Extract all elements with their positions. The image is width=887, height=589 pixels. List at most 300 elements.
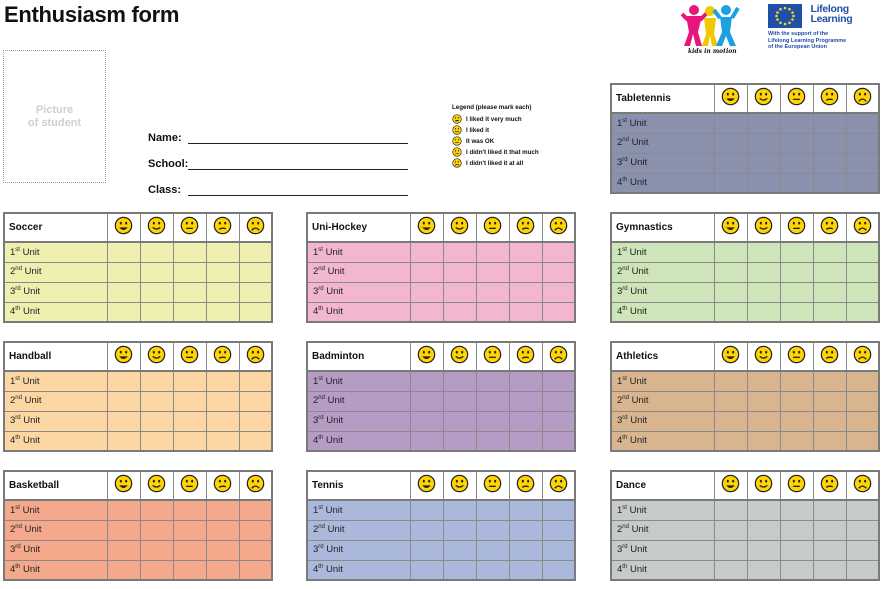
rating-cell[interactable] bbox=[206, 262, 239, 282]
rating-cell[interactable] bbox=[140, 520, 173, 540]
unit-word: Unit bbox=[628, 266, 649, 278]
unhappy-face-icon bbox=[213, 216, 232, 240]
rating-cell[interactable] bbox=[846, 133, 879, 153]
rating-cell[interactable] bbox=[714, 520, 747, 540]
rating-cell[interactable] bbox=[140, 242, 173, 262]
unit-ordinal-suffix: st bbox=[318, 246, 323, 253]
rating-cell[interactable] bbox=[239, 540, 272, 560]
rating-cell[interactable] bbox=[107, 431, 140, 451]
neutral-face-icon bbox=[787, 474, 806, 498]
rating-cell[interactable] bbox=[780, 282, 813, 302]
rating-cell[interactable] bbox=[780, 133, 813, 153]
rating-cell[interactable] bbox=[173, 262, 206, 282]
unit-number: 2 bbox=[617, 524, 623, 536]
rating-cell[interactable] bbox=[206, 411, 239, 431]
rating-cell[interactable] bbox=[239, 500, 272, 520]
rating-cell[interactable] bbox=[780, 153, 813, 173]
rating-cell[interactable] bbox=[239, 242, 272, 262]
name-field[interactable] bbox=[188, 129, 408, 144]
rating-cell[interactable] bbox=[846, 391, 879, 411]
rating-cell[interactable] bbox=[714, 282, 747, 302]
sport-table-tabletennis bbox=[610, 83, 880, 194]
unit-label bbox=[307, 302, 410, 322]
rating-cell[interactable] bbox=[846, 411, 879, 431]
rating-cell[interactable] bbox=[239, 520, 272, 540]
rating-cell[interactable] bbox=[140, 391, 173, 411]
rating-cell[interactable] bbox=[714, 262, 747, 282]
rating-cell[interactable] bbox=[206, 500, 239, 520]
table-row bbox=[307, 411, 575, 431]
unhappy-face-icon bbox=[516, 216, 535, 240]
rating-cell[interactable] bbox=[443, 560, 476, 580]
rating-cell[interactable] bbox=[410, 540, 443, 560]
unit-number: 2 bbox=[313, 395, 319, 407]
rating-cell[interactable] bbox=[813, 500, 846, 520]
rating-cell[interactable] bbox=[443, 431, 476, 451]
rating-cell[interactable] bbox=[410, 262, 443, 282]
legend-item bbox=[452, 136, 539, 147]
rating-cell[interactable] bbox=[846, 431, 879, 451]
rating-cell[interactable] bbox=[846, 560, 879, 580]
legend-item-label: I liked it bbox=[466, 127, 490, 134]
table-row bbox=[611, 153, 879, 173]
student-photo-placeholder[interactable] bbox=[3, 50, 106, 183]
rating-cell[interactable] bbox=[542, 540, 575, 560]
rating-cell[interactable] bbox=[813, 540, 846, 560]
unit-ordinal-suffix: rd bbox=[622, 286, 628, 293]
rating-cell[interactable] bbox=[443, 391, 476, 411]
rating-cell[interactable] bbox=[813, 520, 846, 540]
rating-cell[interactable] bbox=[443, 242, 476, 262]
rating-cell[interactable] bbox=[714, 391, 747, 411]
table-row bbox=[307, 560, 575, 580]
rating-cell[interactable] bbox=[410, 282, 443, 302]
rating-cell[interactable] bbox=[813, 242, 846, 262]
rating-cell[interactable] bbox=[476, 411, 509, 431]
lifelong-word: Lifelong bbox=[810, 3, 849, 15]
unit-ordinal-suffix: st bbox=[318, 504, 323, 511]
rating-cell[interactable] bbox=[239, 371, 272, 391]
rating-column-header bbox=[542, 213, 575, 242]
rating-column-header bbox=[542, 471, 575, 500]
rating-cell[interactable] bbox=[443, 282, 476, 302]
neutral-face-icon bbox=[483, 474, 502, 498]
very-happy-face-icon bbox=[417, 216, 436, 240]
rating-cell[interactable] bbox=[206, 242, 239, 262]
rating-cell[interactable] bbox=[747, 302, 780, 322]
rating-cell[interactable] bbox=[107, 500, 140, 520]
rating-cell[interactable] bbox=[107, 302, 140, 322]
rating-cell[interactable] bbox=[542, 282, 575, 302]
rating-cell[interactable] bbox=[747, 520, 780, 540]
very-happy-face-icon bbox=[721, 216, 740, 240]
rating-cell[interactable] bbox=[813, 411, 846, 431]
rating-cell[interactable] bbox=[443, 540, 476, 560]
rating-cell[interactable] bbox=[542, 371, 575, 391]
unit-ordinal-suffix: nd bbox=[15, 524, 22, 531]
rating-cell[interactable] bbox=[206, 391, 239, 411]
rating-cell[interactable] bbox=[780, 520, 813, 540]
unit-ordinal-suffix: th bbox=[622, 564, 628, 571]
rating-cell[interactable] bbox=[714, 540, 747, 560]
rating-column-header bbox=[714, 471, 747, 500]
rating-column-header bbox=[846, 471, 879, 500]
unit-number: 4 bbox=[313, 564, 319, 576]
rating-cell[interactable] bbox=[542, 560, 575, 580]
rating-cell[interactable] bbox=[747, 371, 780, 391]
rating-cell[interactable] bbox=[780, 302, 813, 322]
rating-cell[interactable] bbox=[509, 242, 542, 262]
rating-cell[interactable] bbox=[509, 411, 542, 431]
rating-cell[interactable] bbox=[443, 262, 476, 282]
rating-cell[interactable] bbox=[476, 242, 509, 262]
rating-cell[interactable] bbox=[542, 411, 575, 431]
rating-cell[interactable] bbox=[846, 282, 879, 302]
rating-cell[interactable] bbox=[780, 391, 813, 411]
rating-cell[interactable] bbox=[714, 302, 747, 322]
rating-cell[interactable] bbox=[476, 540, 509, 560]
rating-cell[interactable] bbox=[173, 411, 206, 431]
rating-cell[interactable] bbox=[780, 242, 813, 262]
rating-cell[interactable] bbox=[206, 282, 239, 302]
unit-label bbox=[307, 520, 410, 540]
rating-cell[interactable] bbox=[714, 113, 747, 133]
rating-cell[interactable] bbox=[846, 302, 879, 322]
rating-cell[interactable] bbox=[780, 411, 813, 431]
rating-cell[interactable] bbox=[206, 540, 239, 560]
rating-cell[interactable] bbox=[542, 242, 575, 262]
rating-cell[interactable] bbox=[509, 302, 542, 322]
rating-cell[interactable] bbox=[780, 431, 813, 451]
rating-column-header bbox=[747, 213, 780, 242]
rating-cell[interactable] bbox=[747, 431, 780, 451]
rating-cell[interactable] bbox=[813, 133, 846, 153]
rating-cell[interactable] bbox=[813, 391, 846, 411]
rating-cell[interactable] bbox=[846, 173, 879, 193]
rating-cell[interactable] bbox=[410, 391, 443, 411]
rating-cell[interactable] bbox=[813, 113, 846, 133]
unit-word: Unit bbox=[628, 524, 649, 536]
rating-cell[interactable] bbox=[173, 371, 206, 391]
rating-cell[interactable] bbox=[747, 282, 780, 302]
rating-cell[interactable] bbox=[542, 431, 575, 451]
rating-cell[interactable] bbox=[846, 242, 879, 262]
rating-cell[interactable] bbox=[542, 500, 575, 520]
class-label: Class: bbox=[148, 184, 182, 196]
unit-word: Unit bbox=[20, 306, 40, 318]
photo-placeholder-line: of student bbox=[27, 116, 82, 129]
sad-face-icon bbox=[549, 474, 568, 498]
unit-word: Unit bbox=[627, 286, 648, 298]
rating-cell[interactable] bbox=[780, 113, 813, 133]
happy-face-icon bbox=[754, 474, 773, 498]
rating-cell[interactable] bbox=[173, 540, 206, 560]
rating-cell[interactable] bbox=[747, 242, 780, 262]
rating-cell[interactable] bbox=[780, 540, 813, 560]
rating-cell[interactable] bbox=[714, 500, 747, 520]
rating-cell[interactable] bbox=[542, 520, 575, 540]
rating-cell[interactable] bbox=[542, 302, 575, 322]
table-row bbox=[611, 391, 879, 411]
rating-cell[interactable] bbox=[410, 500, 443, 520]
rating-cell[interactable] bbox=[813, 282, 846, 302]
unit-label bbox=[611, 391, 714, 411]
rating-cell[interactable] bbox=[206, 520, 239, 540]
sport-name: Dance bbox=[611, 471, 714, 500]
rating-cell[interactable] bbox=[813, 262, 846, 282]
rating-cell[interactable] bbox=[714, 371, 747, 391]
legend-item-label: I didn't liked it that much bbox=[466, 149, 539, 156]
rating-cell[interactable] bbox=[813, 302, 846, 322]
support-line: With the support of the bbox=[768, 31, 829, 37]
unit-word: Unit bbox=[626, 246, 647, 258]
rating-cell[interactable] bbox=[476, 371, 509, 391]
rating-cell[interactable] bbox=[747, 113, 780, 133]
rating-column-header bbox=[140, 342, 173, 371]
rating-cell[interactable] bbox=[239, 560, 272, 580]
rating-cell[interactable] bbox=[780, 560, 813, 580]
rating-cell[interactable] bbox=[714, 560, 747, 580]
sport-name: Tennis bbox=[307, 471, 410, 500]
sport-table-handball bbox=[3, 341, 273, 452]
rating-cell[interactable] bbox=[714, 173, 747, 193]
kids-in-motion-logo bbox=[680, 2, 750, 58]
unit-word: Unit bbox=[626, 375, 647, 387]
rating-cell[interactable] bbox=[140, 540, 173, 560]
rating-cell[interactable] bbox=[714, 133, 747, 153]
unit-word: Unit bbox=[20, 415, 41, 427]
rating-cell[interactable] bbox=[476, 282, 509, 302]
rating-cell[interactable] bbox=[846, 371, 879, 391]
rating-column-header bbox=[239, 342, 272, 371]
unit-word: Unit bbox=[20, 564, 40, 576]
rating-cell[interactable] bbox=[140, 282, 173, 302]
rating-cell[interactable] bbox=[107, 540, 140, 560]
rating-column-header bbox=[747, 84, 780, 113]
rating-cell[interactable] bbox=[140, 500, 173, 520]
school-field[interactable] bbox=[188, 155, 408, 170]
unit-number: 1 bbox=[10, 504, 16, 516]
neutral-face-icon bbox=[787, 87, 806, 111]
unit-word: Unit bbox=[628, 395, 649, 407]
rating-cell[interactable] bbox=[239, 391, 272, 411]
support-line: Lifelong Learning Programme bbox=[768, 37, 847, 44]
rating-column-header bbox=[846, 84, 879, 113]
rating-cell[interactable] bbox=[476, 302, 509, 322]
unit-number: 3 bbox=[10, 286, 16, 298]
unit-label bbox=[307, 371, 410, 391]
rating-cell[interactable] bbox=[173, 431, 206, 451]
rating-cell[interactable] bbox=[542, 262, 575, 282]
rating-cell[interactable] bbox=[780, 371, 813, 391]
rating-cell[interactable] bbox=[173, 500, 206, 520]
rating-cell[interactable] bbox=[173, 560, 206, 580]
rating-cell[interactable] bbox=[239, 431, 272, 451]
page-title: Enthusiasm form bbox=[4, 2, 180, 27]
rating-cell[interactable] bbox=[410, 560, 443, 580]
rating-cell[interactable] bbox=[239, 262, 272, 282]
rating-cell[interactable] bbox=[443, 520, 476, 540]
rating-cell[interactable] bbox=[443, 500, 476, 520]
rating-column-header bbox=[476, 471, 509, 500]
rating-cell[interactable] bbox=[747, 540, 780, 560]
rating-cell[interactable] bbox=[107, 262, 140, 282]
rating-cell[interactable] bbox=[206, 371, 239, 391]
rating-cell[interactable] bbox=[206, 302, 239, 322]
table-row bbox=[4, 411, 272, 431]
unit-number: 1 bbox=[10, 246, 16, 258]
rating-cell[interactable] bbox=[813, 173, 846, 193]
unit-label bbox=[611, 500, 714, 520]
rating-cell[interactable] bbox=[140, 431, 173, 451]
rating-cell[interactable] bbox=[107, 560, 140, 580]
rating-cell[interactable] bbox=[410, 431, 443, 451]
rating-cell[interactable] bbox=[443, 411, 476, 431]
unit-word: Unit bbox=[21, 524, 42, 536]
rating-cell[interactable] bbox=[173, 391, 206, 411]
rating-cell[interactable] bbox=[509, 431, 542, 451]
rating-cell[interactable] bbox=[239, 302, 272, 322]
rating-cell[interactable] bbox=[509, 560, 542, 580]
legend-item bbox=[452, 125, 539, 136]
rating-column-header bbox=[509, 471, 542, 500]
rating-cell[interactable] bbox=[173, 282, 206, 302]
rating-cell[interactable] bbox=[410, 520, 443, 540]
rating-cell[interactable] bbox=[509, 500, 542, 520]
eu-support-text bbox=[768, 31, 878, 51]
class-field[interactable] bbox=[188, 181, 408, 196]
rating-cell[interactable] bbox=[542, 391, 575, 411]
rating-cell[interactable] bbox=[410, 242, 443, 262]
very-happy-face-icon bbox=[114, 474, 133, 498]
rating-cell[interactable] bbox=[410, 302, 443, 322]
rating-cell[interactable] bbox=[410, 411, 443, 431]
rating-cell[interactable] bbox=[476, 391, 509, 411]
rating-cell[interactable] bbox=[107, 520, 140, 540]
rating-cell[interactable] bbox=[173, 242, 206, 262]
unit-label bbox=[611, 133, 714, 153]
rating-cell[interactable] bbox=[509, 371, 542, 391]
rating-cell[interactable] bbox=[846, 540, 879, 560]
rating-column-header bbox=[780, 84, 813, 113]
rating-cell[interactable] bbox=[140, 560, 173, 580]
sport-table-uni-hockey bbox=[306, 212, 576, 323]
unit-label bbox=[307, 500, 410, 520]
rating-cell[interactable] bbox=[173, 520, 206, 540]
unit-label bbox=[4, 391, 107, 411]
rating-cell[interactable] bbox=[747, 153, 780, 173]
rating-cell[interactable] bbox=[107, 282, 140, 302]
rating-cell[interactable] bbox=[747, 411, 780, 431]
rating-cell[interactable] bbox=[846, 500, 879, 520]
rating-cell[interactable] bbox=[107, 411, 140, 431]
unit-ordinal-suffix: rd bbox=[15, 544, 21, 551]
rating-cell[interactable] bbox=[747, 391, 780, 411]
rating-cell[interactable] bbox=[780, 262, 813, 282]
rating-cell[interactable] bbox=[846, 153, 879, 173]
rating-cell[interactable] bbox=[813, 431, 846, 451]
rating-cell[interactable] bbox=[206, 431, 239, 451]
rating-cell[interactable] bbox=[173, 302, 206, 322]
rating-cell[interactable] bbox=[509, 262, 542, 282]
rating-cell[interactable] bbox=[509, 540, 542, 560]
rating-cell[interactable] bbox=[140, 411, 173, 431]
unit-number: 2 bbox=[10, 395, 16, 407]
unit-word: Unit bbox=[322, 246, 343, 258]
rating-cell[interactable] bbox=[780, 173, 813, 193]
unit-word: Unit bbox=[628, 137, 649, 149]
rating-cell[interactable] bbox=[140, 302, 173, 322]
rating-cell[interactable] bbox=[140, 262, 173, 282]
rating-cell[interactable] bbox=[747, 262, 780, 282]
rating-cell[interactable] bbox=[509, 282, 542, 302]
unit-ordinal-suffix: nd bbox=[622, 137, 629, 144]
sad-face-icon bbox=[246, 474, 265, 498]
rating-cell[interactable] bbox=[714, 242, 747, 262]
rating-cell[interactable] bbox=[206, 560, 239, 580]
rating-cell[interactable] bbox=[846, 113, 879, 133]
rating-cell[interactable] bbox=[747, 133, 780, 153]
rating-cell[interactable] bbox=[509, 520, 542, 540]
rating-cell[interactable] bbox=[714, 153, 747, 173]
rating-cell[interactable] bbox=[476, 262, 509, 282]
student-info-fields bbox=[148, 118, 408, 196]
neutral-face-icon bbox=[180, 474, 199, 498]
rating-cell[interactable] bbox=[443, 302, 476, 322]
unit-ordinal-suffix: rd bbox=[15, 415, 21, 422]
rating-cell[interactable] bbox=[476, 560, 509, 580]
rating-cell[interactable] bbox=[476, 500, 509, 520]
unit-number: 4 bbox=[313, 435, 319, 447]
neutral-face-icon bbox=[483, 216, 502, 240]
rating-cell[interactable] bbox=[443, 371, 476, 391]
rating-cell[interactable] bbox=[107, 242, 140, 262]
rating-column-header bbox=[780, 471, 813, 500]
rating-cell[interactable] bbox=[140, 371, 173, 391]
rating-cell[interactable] bbox=[509, 391, 542, 411]
rating-cell[interactable] bbox=[239, 411, 272, 431]
rating-cell[interactable] bbox=[476, 520, 509, 540]
unit-number: 1 bbox=[313, 375, 319, 387]
rating-cell[interactable] bbox=[846, 520, 879, 540]
happy-face-icon bbox=[450, 345, 469, 369]
rating-cell[interactable] bbox=[714, 411, 747, 431]
rating-cell[interactable] bbox=[747, 560, 780, 580]
rating-cell[interactable] bbox=[780, 500, 813, 520]
rating-cell[interactable] bbox=[714, 431, 747, 451]
rating-cell[interactable] bbox=[747, 500, 780, 520]
unit-word: Unit bbox=[323, 306, 343, 318]
unit-number: 3 bbox=[10, 544, 16, 556]
rating-cell[interactable] bbox=[813, 153, 846, 173]
rating-column-header bbox=[173, 342, 206, 371]
very-happy-face-icon bbox=[721, 87, 740, 111]
rating-cell[interactable] bbox=[107, 371, 140, 391]
unit-word: Unit bbox=[626, 117, 647, 129]
unit-word: Unit bbox=[627, 544, 648, 556]
sport-table-badminton bbox=[306, 341, 576, 452]
unit-ordinal-suffix: rd bbox=[15, 286, 21, 293]
rating-cell[interactable] bbox=[813, 560, 846, 580]
rating-cell[interactable] bbox=[813, 371, 846, 391]
very-happy-face-icon bbox=[721, 345, 740, 369]
rating-cell[interactable] bbox=[846, 262, 879, 282]
rating-cell[interactable] bbox=[107, 391, 140, 411]
rating-cell[interactable] bbox=[476, 431, 509, 451]
rating-cell[interactable] bbox=[747, 173, 780, 193]
rating-cell[interactable] bbox=[410, 371, 443, 391]
rating-cell[interactable] bbox=[239, 282, 272, 302]
